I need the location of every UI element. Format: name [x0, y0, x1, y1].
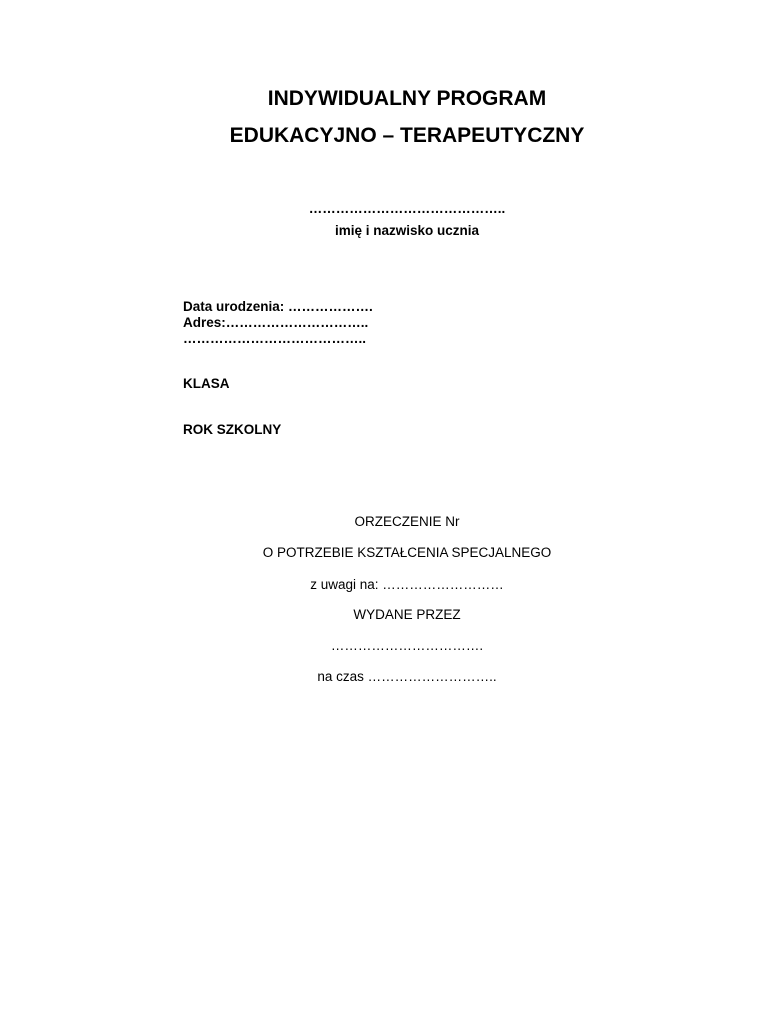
student-name-caption: imię i nazwisko ucznia	[334, 223, 480, 238]
ruling-number: ORZECZENIE Nr	[354, 514, 460, 529]
student-name-placeholder: ……………………………………..	[308, 201, 506, 216]
school-year-label: ROK SZKOLNY	[183, 422, 282, 437]
document-title-line2: EDUKACYJNO – TERAPEUTYCZNY	[229, 124, 585, 147]
issued-by-label: WYDANE PRZEZ	[353, 607, 461, 622]
ruling-subject: O POTRZEBIE KSZTAŁCENIA SPECJALNEGO	[262, 545, 552, 560]
period-field: na czas ………………………..	[317, 669, 497, 684]
due-to-field: z uwagi na: ………………………	[310, 577, 504, 592]
issued-by-field: …………………………….	[330, 638, 484, 653]
address-field: Adres:…………………………..	[183, 315, 369, 330]
address-field-continuation: …………………………………..	[183, 331, 367, 346]
birth-date-field: Data urodzenia: ……………….	[183, 299, 373, 314]
document-title-line1: INDYWIDUALNY PROGRAM	[267, 87, 547, 110]
class-label: KLASA	[183, 376, 230, 391]
